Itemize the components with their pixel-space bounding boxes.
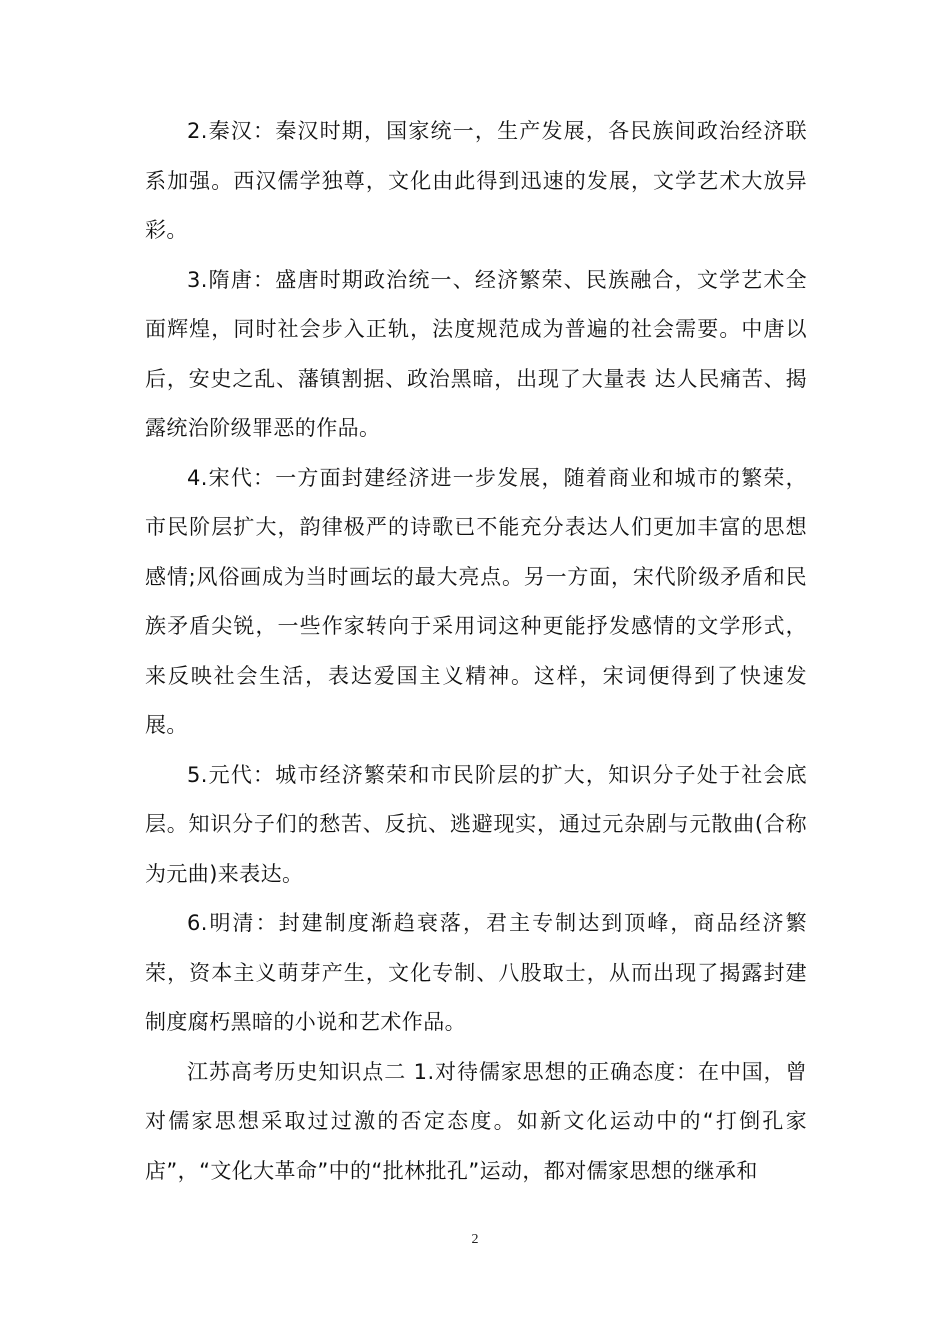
paragraph-qin-han: 2.秦汉：秦汉时期，国家统一，生产发展，各民族间政治经济联系加强。西汉儒学独尊，文化由此得到迅速的发展，文学艺术大放异彩。 [145,119,807,242]
paragraph-knowledge-point-two: 江苏高考历史知识点二 1.对待儒家思想的正确态度：在中国，曾对儒家思想采取过过激的否定态度。如新文化运动中的“打倒孔家店”，“文化大革命”中的“批林批孔”运动，都对儒家思想的继承和 [145,1059,807,1183]
paragraph-ming-qing: 6.明清：封建制度渐趋衰落，君主专制达到顶峰，商品经济繁荣，资本主义萌芽产生，文化专制、八股取士，从而出现了揭露封建制度腐朽黑暗的小说和艺术作品。 [145,911,807,1034]
paragraph-yuan: 5.元代：城市经济繁荣和市民阶层的扩大，知识分子处于社会底层。知识分子们的愁苦、反抗、逃避现实，通过元杂剧与元散曲(合称为元曲)来表达。 [145,762,807,886]
paragraph-sui-tang: 3.隋唐：盛唐时期政治统一、经济繁荣、民族融合，文学艺术全面辉煌，同时社会步入正轨，法度规范成为普遍的社会需要。中唐以后，安史之乱、藩镇割据、政治黑暗，出现了大量表 达人民痛苦、揭露统治阶级罪恶的作品。 [145,267,807,440]
paragraph-song: 4.宋代：一方面封建经济进一步发展，随着商业和城市的繁荣，市民阶层扩大，韵律极严的诗歌已不能充分表达人们更加丰富的思想感情;风俗画成为当时画坛的最大亮点。另一方面，宋代阶级矛盾和民族矛盾尖锐，一些作家转向于采用词这种更能抒发感情的文学形式，来反映社会生活，表达爱国主义精神。这样，宋词便得到了快速发展。 [145,465,807,737]
document-body [145,107,807,1196]
page-number: 2 [471,1232,479,1247]
